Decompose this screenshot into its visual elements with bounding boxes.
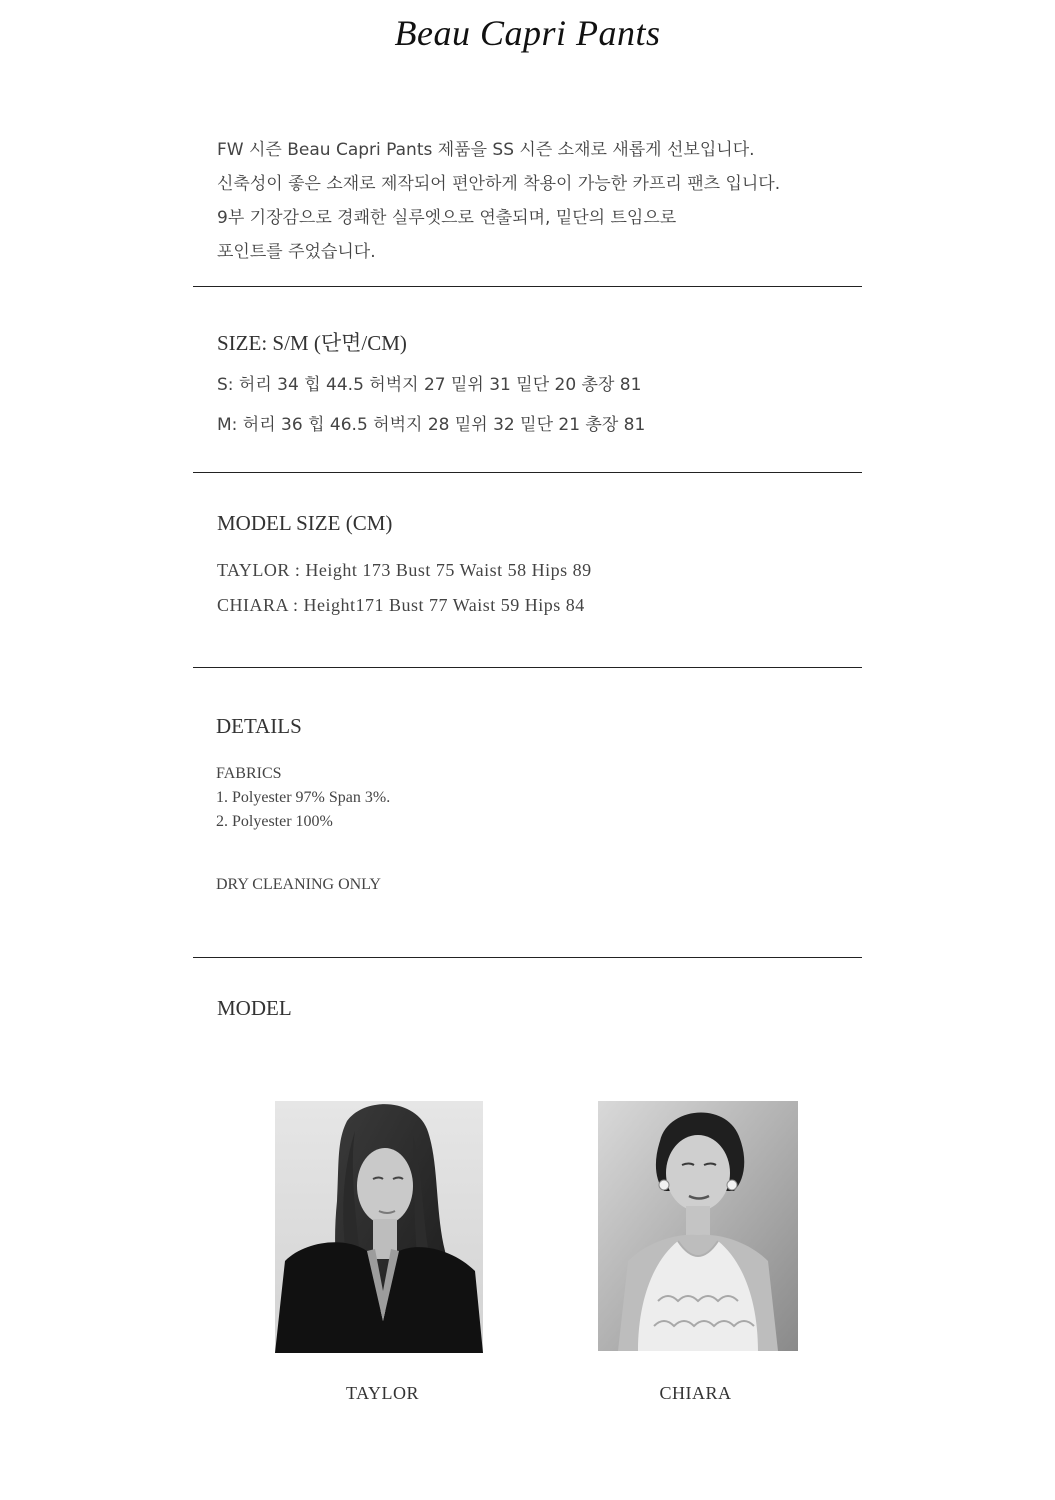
- model-name-taylor: TAYLOR: [346, 1383, 419, 1403]
- model-size-row-taylor: TAYLOR : Height 173 Bust 75 Waist 58 Hips 89: [217, 560, 592, 580]
- size-row-s: S: 허리 34 힙 44.5 허벅지 27 밑위 31 밑단 20 총장 81: [217, 375, 642, 395]
- product-description: [217, 133, 857, 269]
- section-divider: [193, 957, 862, 958]
- product-title: Beau Capri Pants: [394, 13, 661, 53]
- description-line: 9부 기장감으로 경쾌한 실루엣으로 연출되며, 밑단의 트임으로: [217, 208, 677, 228]
- model-name-chiara: CHIARA: [659, 1383, 732, 1403]
- section-divider: [193, 667, 862, 668]
- section-divider: [193, 286, 862, 287]
- fabric-item: 2. Polyester 100%: [216, 813, 333, 830]
- fabric-item: 1. Polyester 97% Span 3%.: [216, 789, 391, 806]
- model-size-heading: MODEL SIZE (CM): [217, 511, 393, 535]
- details-heading: DETAILS: [216, 714, 302, 738]
- model-photo-taylor: [275, 1101, 483, 1353]
- description-line: 신축성이 좋은 소재로 제작되어 편안하게 착용이 가능한 카프리 팬츠 입니다.: [217, 174, 781, 194]
- model-photo-chiara: [598, 1101, 798, 1351]
- description-line: FW 시즌 Beau Capri Pants 제품을 SS 시즌 소재로 새롭게 선보입니다.: [217, 140, 755, 160]
- section-divider: [193, 472, 862, 473]
- size-heading: SIZE: S/M (단면/CM): [217, 331, 407, 355]
- size-row-m: M: 허리 36 힙 46.5 허벅지 28 밑위 32 밑단 21 총장 81: [217, 415, 646, 435]
- description-line: 포인트를 주었습니다.: [217, 242, 376, 262]
- care-instruction: DRY CLEANING ONLY: [216, 876, 381, 893]
- model-heading: MODEL: [217, 996, 292, 1020]
- model-size-row-chiara: CHIARA : Height171 Bust 77 Waist 59 Hips 84: [217, 595, 585, 615]
- fabrics-label: FABRICS: [216, 765, 282, 782]
